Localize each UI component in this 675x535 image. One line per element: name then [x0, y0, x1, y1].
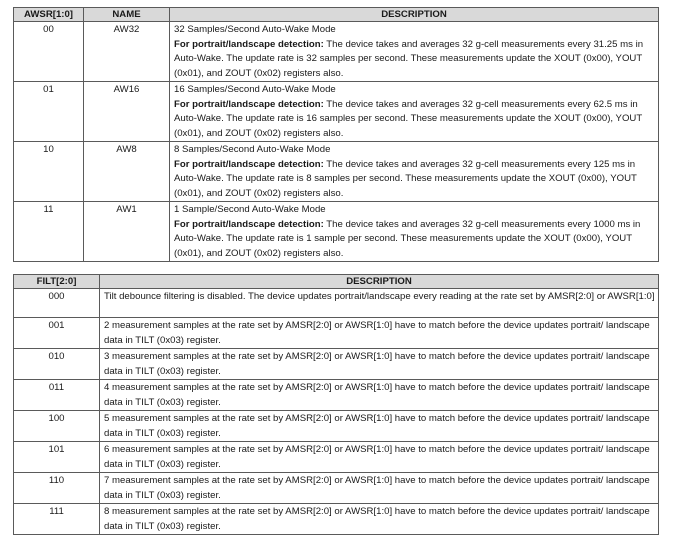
table-header-row [14, 8, 659, 22]
mode-name: AW32 [84, 22, 170, 82]
filt-description: Tilt debounce filtering is disabled. The device updates portrait/landscape every reading at the rate set by AMSR[2:0] or AWSR[1:0] [100, 289, 659, 318]
mode-description [170, 202, 659, 262]
portrait-landscape-label: For portrait/landscape detection: [174, 218, 324, 230]
table-row [14, 442, 659, 473]
filt-description: 2 measurement samples at the rate set by AMSR[2:0] or AWSR[1:0] have to match before the device updates portrait/ landscape data in TILT (0x03) register. [100, 318, 659, 349]
description-text: The device takes and averages 32 g-cell measurements every 62.5 ms in Auto-Wake. The update rate is 16 samples per second. These measurements update the XOUT (0x00), YOUT (0x01), and ZOUT (0x02) registers also. [174, 98, 643, 139]
mode-description [170, 142, 659, 202]
filt-description: 6 measurement samples at the rate set by AMSR[2:0] or AWSR[1:0] have to match before the device updates portrait/ landscape data in TILT (0x03) register. [100, 442, 659, 473]
description-text: The device takes and averages 32 g-cell measurements every 1000 ms in Auto-Wake. The update rate is 1 sample per second. These measurements update the XOUT (0x00), YOUT (0x01), and ZOUT (0x02) registers also. [174, 218, 641, 259]
filt-description: 4 measurement samples at the rate set by AMSR[2:0] or AWSR[1:0] have to match before the device updates portrait/ landscape data in TILT (0x03) register. [100, 380, 659, 411]
filt-code: 110 [14, 473, 100, 504]
awsr-table [13, 7, 659, 262]
table-row [14, 202, 659, 262]
column-header-description: DESCRIPTION [170, 8, 659, 22]
awsr-code: 10 [14, 142, 84, 202]
mode-description [170, 22, 659, 82]
table-row [14, 473, 659, 504]
table-row [14, 411, 659, 442]
filt-description: 5 measurement samples at the rate set by AMSR[2:0] or AWSR[1:0] have to match before the device updates portrait/ landscape data in TILT (0x03) register. [100, 411, 659, 442]
mode-title: 16 Samples/Second Auto-Wake Mode [174, 84, 336, 95]
table-row [14, 142, 659, 202]
column-header-awsr: AWSR[1:0] [14, 8, 84, 22]
description-text: The device takes and averages 32 g-cell measurements every 31.25 ms in Auto-Wake. The update rate is 32 samples per second. These measurements update the XOUT (0x00), YOUT (0x01), and ZOUT (0x02) registers also. [174, 38, 644, 79]
awsr-code: 00 [14, 22, 84, 82]
filt-description: 8 measurement samples at the rate set by AMSR[2:0] or AWSR[1:0] have to match before the device updates portrait/ landscape data in TILT (0x03) register. [100, 504, 659, 535]
description-text: The device takes and averages 32 g-cell measurements every 125 ms in Auto-Wake. The update rate is 8 samples per second. These measurements update the XOUT (0x00), YOUT (0x01), and ZOUT (0x02) registers also. [174, 158, 637, 199]
table-row [14, 289, 659, 318]
portrait-landscape-label: For portrait/landscape detection: [174, 158, 324, 170]
portrait-landscape-label: For portrait/landscape detection: [174, 98, 324, 110]
filt-code: 001 [14, 318, 100, 349]
awsr-code: 11 [14, 202, 84, 262]
mode-name: AW8 [84, 142, 170, 202]
mode-description [170, 82, 659, 142]
table-row [14, 380, 659, 411]
filt-description: 3 measurement samples at the rate set by AMSR[2:0] or AWSR[1:0] have to match before the device updates portrait/ landscape data in TILT (0x03) register. [100, 349, 659, 380]
mode-title: 1 Sample/Second Auto-Wake Mode [174, 204, 326, 215]
filt-code: 011 [14, 380, 100, 411]
filt-code: 111 [14, 504, 100, 535]
filt-code: 010 [14, 349, 100, 380]
table-row [14, 504, 659, 535]
filt-description: 7 measurement samples at the rate set by AMSR[2:0] or AWSR[1:0] have to match before the device updates portrait/ landscape data in TILT (0x03) register. [100, 473, 659, 504]
column-header-filt: FILT[2:0] [14, 275, 100, 289]
filt-code: 000 [14, 289, 100, 318]
table-row [14, 349, 659, 380]
table-row [14, 318, 659, 349]
mode-title: 32 Samples/Second Auto-Wake Mode [174, 24, 336, 35]
column-header-name: NAME [84, 8, 170, 22]
table-row [14, 82, 659, 142]
mode-name: AW16 [84, 82, 170, 142]
portrait-landscape-label: For portrait/landscape detection: [174, 38, 324, 50]
filt-table [13, 274, 659, 535]
mode-title: 8 Samples/Second Auto-Wake Mode [174, 144, 331, 155]
column-header-description: DESCRIPTION [100, 275, 659, 289]
awsr-code: 01 [14, 82, 84, 142]
table-row [14, 22, 659, 82]
table-header-row [14, 275, 659, 289]
mode-name: AW1 [84, 202, 170, 262]
filt-code: 101 [14, 442, 100, 473]
filt-code: 100 [14, 411, 100, 442]
